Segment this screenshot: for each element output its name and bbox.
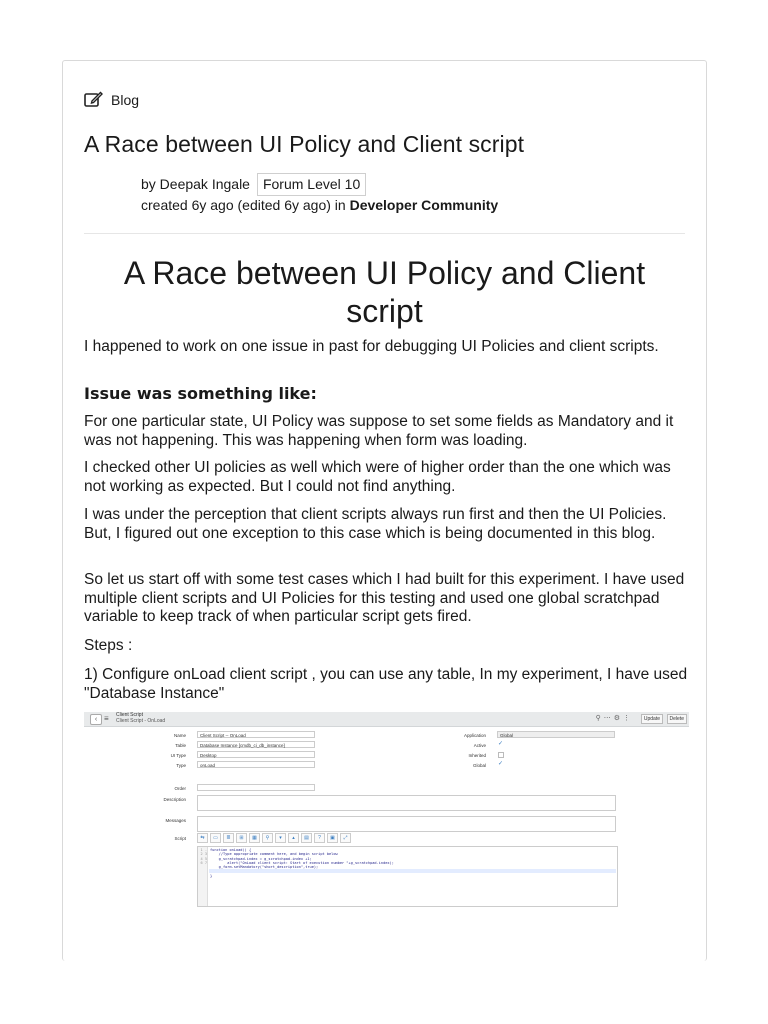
- field-name: Client Script -- OnLoad: [197, 731, 315, 738]
- blog-card: [62, 60, 707, 961]
- paragraph-7: 1) Configure onLoad client script , you can use any table, In my experiment, I have used "Database Instance": [84, 666, 688, 702]
- expand-icon: ⤢: [340, 833, 351, 843]
- screenshot-header: [84, 712, 689, 727]
- breadcrumb[interactable]: [84, 91, 139, 108]
- community-link[interactable]: Developer Community: [349, 197, 499, 213]
- label-active: Active: [473, 743, 486, 748]
- label-script: Script: [174, 836, 186, 841]
- created-text: created 6y ago (edited 6y ago) in: [141, 197, 350, 213]
- inherited-checkbox: [498, 752, 504, 758]
- format-icon: ≣: [223, 833, 234, 843]
- field-description: [197, 795, 616, 811]
- article-headline: A Race between UI Policy and Client script: [123, 255, 646, 329]
- field-application: Global: [497, 731, 615, 738]
- subheading: Issue was something like:: [84, 384, 317, 403]
- divider: [84, 233, 685, 234]
- active-check-icon: ✓: [498, 741, 504, 747]
- field-order: [197, 784, 315, 791]
- label-table: Table: [175, 743, 186, 748]
- script-editor: [197, 846, 618, 907]
- screenshot-subtitle: Client Script - OnLoad: [116, 718, 166, 724]
- breadcrumb-label[interactable]: Blog: [111, 91, 140, 108]
- grid-icon: ▦: [249, 833, 260, 843]
- label-inherited: Inherited: [468, 753, 486, 758]
- label-global: Global: [472, 763, 486, 768]
- post-meta: [141, 173, 498, 215]
- back-icon: ‹: [90, 714, 102, 725]
- edit-icon: [84, 91, 103, 108]
- line-numbers: 1 - 2 3 4 5 6 7: [198, 847, 208, 906]
- label-type: Type: [176, 763, 186, 768]
- search-icon: ⚲: [262, 833, 273, 843]
- menu-icon: ≡: [104, 714, 109, 723]
- field-table: Database Instance [cmdb_ci_db_instance]: [197, 741, 315, 748]
- field-type: onLoad: [197, 761, 315, 768]
- delete-button: Delete: [667, 714, 687, 724]
- chevron-up-icon: ▴: [288, 833, 299, 843]
- comment-icon: ▭: [210, 833, 221, 843]
- label-description: Description: [163, 797, 186, 802]
- level-badge: Forum Level 10: [257, 173, 366, 196]
- paragraph-2: For one particular state, UI Policy was suppose to set some fields as Mandatory and it was not happening. This was happening when form was loading.: [84, 413, 674, 449]
- help-icon: ?: [314, 833, 325, 843]
- paragraph-1: I happened to work on one issue in past for debugging UI Policies and client scripts.: [84, 338, 659, 355]
- tree-icon: ⊞: [236, 833, 247, 843]
- label-messages: Messages: [165, 818, 186, 823]
- save-icon: ▣: [327, 833, 338, 843]
- post-title: A Race between UI Policy and Client script: [84, 131, 525, 157]
- label-application: Application: [463, 733, 486, 738]
- label-order: Order: [174, 786, 186, 791]
- paragraph-6: Steps :: [84, 637, 133, 654]
- paragraph-4: I was under the perception that client scripts always run first and then the UI Policies. But, I figured out one exception to this case which is being documented in this blog.: [84, 506, 667, 542]
- toggle-icon: ⇆: [197, 833, 208, 843]
- label-name: Name: [173, 733, 186, 738]
- update-button: Update: [641, 714, 663, 724]
- field-messages: [197, 816, 616, 832]
- script-toolbar: [197, 833, 351, 843]
- global-check-icon: ✓: [498, 761, 504, 767]
- client-script-screenshot: [84, 712, 689, 908]
- label-ui-type: UI Type: [170, 753, 186, 758]
- screenshot-title: Client Script: [116, 712, 143, 718]
- toolbar-icons: ⚲⋯⚙⋮: [595, 715, 633, 722]
- chevron-down-icon: ▾: [275, 833, 286, 843]
- doc-icon: ▤: [301, 833, 312, 843]
- paragraph-5: So let us start off with some test cases which I had built for this experiment. I have used multiple client scripts and UI Policies for this testing and used one global scratchpad variable to keep track of when particular script gets fired.: [84, 571, 685, 625]
- author[interactable]: by Deepak Ingale: [141, 176, 250, 192]
- paragraph-3: I checked other UI policies as well which were of higher order than the one which was not working as expected. But I could not find anything.: [84, 459, 671, 495]
- script-code: function onLoad() { //Type appropriate comment here, and begin script below g_scratchpad.index = g_scratchpad.index +1; alert("OnLoad client script: Start of execution number "+g_scratchpad.index); g_form.setMandatory("short_description",true); }: [210, 848, 394, 878]
- field-ui-type: Desktop: [197, 751, 315, 758]
